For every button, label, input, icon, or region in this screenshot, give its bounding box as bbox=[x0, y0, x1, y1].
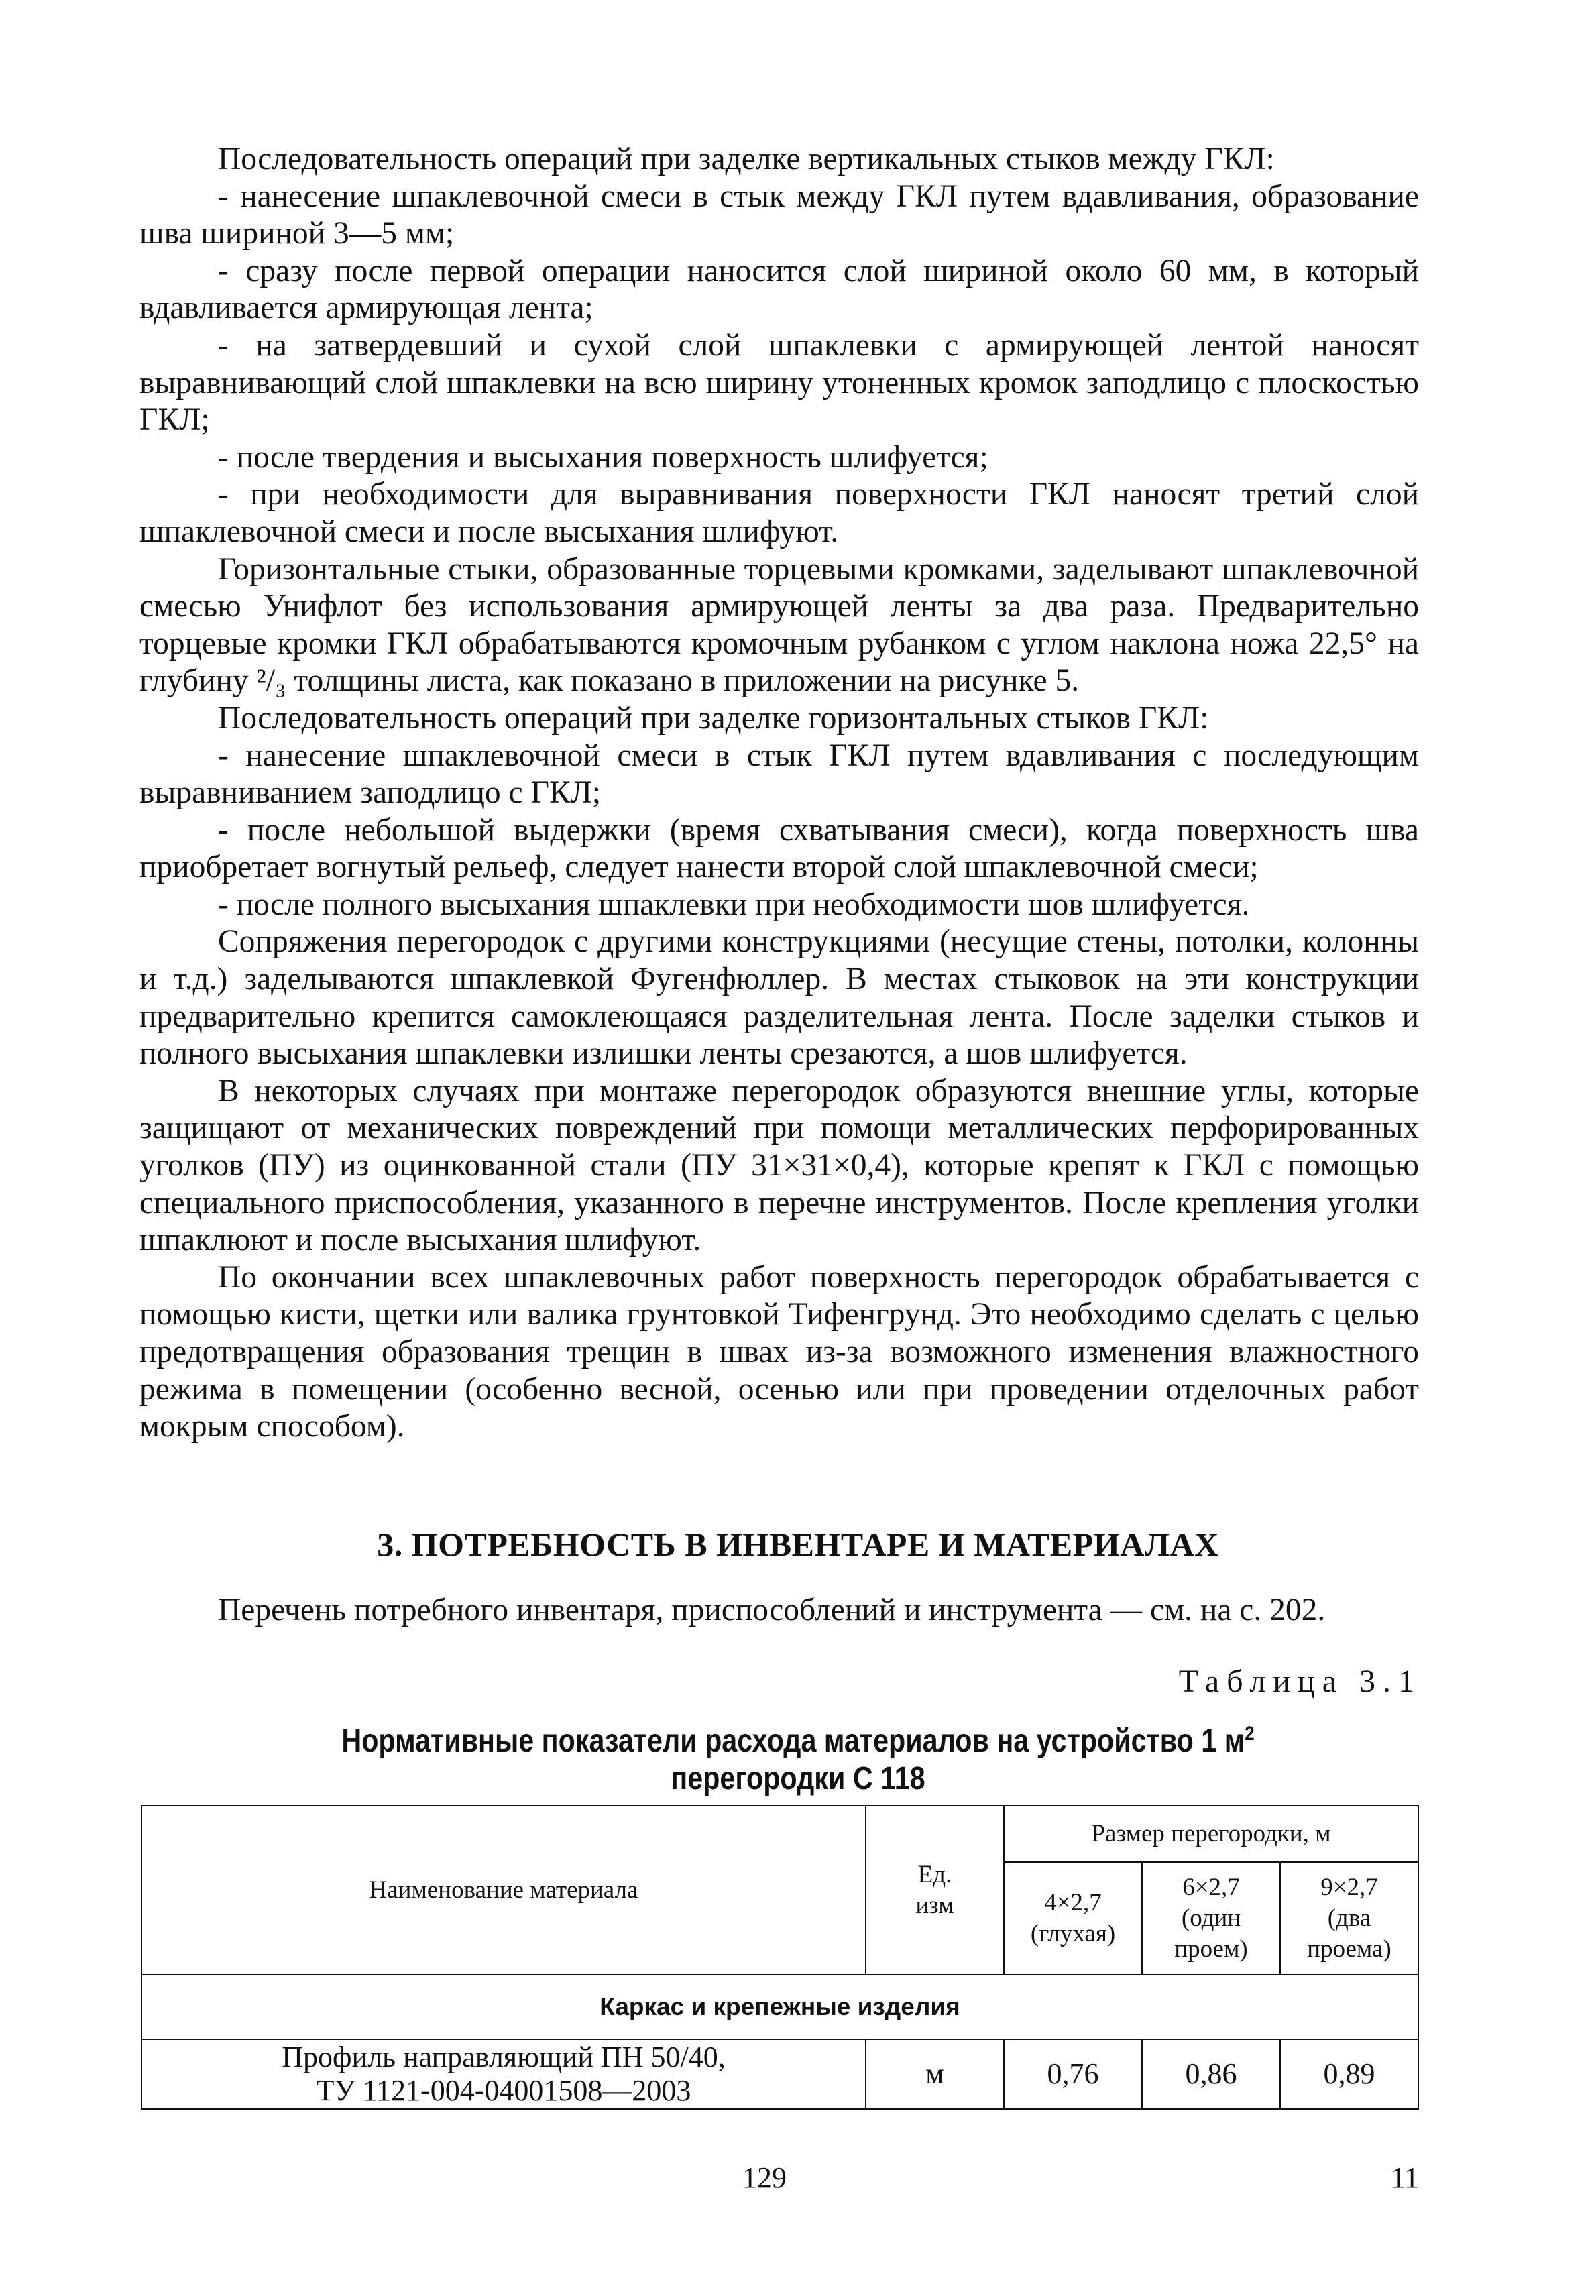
size-col-2 bbox=[1142, 1862, 1280, 1975]
table-title bbox=[112, 1715, 1485, 1798]
size-dims: 4×2,7 bbox=[1044, 1889, 1102, 1916]
list-item: - сразу после первой операции наносится слой шириной около 60 мм, в который вдавливается армирующая лента; bbox=[139, 253, 1419, 326]
list-item: - нанесение шпаклевочной смеси в стык ГКЛ путем вдавливания с последующим выравниванием заподлицо с ГКЛ; bbox=[139, 738, 1419, 811]
material-value-2: 0,86 bbox=[1142, 2039, 1280, 2109]
body-text bbox=[139, 141, 1419, 1446]
material-name-line2: ТУ 1121-004-04001508—2003 bbox=[316, 2074, 691, 2107]
list-item: - при необходимости для выравнивания поверхности ГКЛ наносят третий слой шпаклевочной смеси и после высыхания шлифуют. bbox=[139, 477, 1419, 549]
size-note: (один проем) bbox=[1174, 1904, 1248, 1963]
header-name: Наименование материала bbox=[141, 1806, 866, 1975]
size-dims: 6×2,7 bbox=[1182, 1874, 1240, 1901]
table-label: Таблица 3.1 bbox=[1178, 1664, 1422, 1699]
header-unit-line1: Ед. bbox=[917, 1861, 952, 1888]
paragraph: В некоторых случаях при монтаже перегородок образуются внешние углы, которые защищают от механических повреждений при помощи металлических перфорированных уголков (ПУ) из оцинкованной стали (ПУ 31×31×0,4), которые крепят к ГКЛ с помощью специального приспособления, указанного в перечне инструментов. После крепления уголки шпаклюют и после высыхания шлифуют. bbox=[139, 1073, 1419, 1258]
material-unit: м bbox=[866, 2039, 1004, 2109]
size-col-3 bbox=[1280, 1862, 1418, 1975]
header-unit bbox=[866, 1806, 1004, 1975]
paragraph: Сопряжения перегородок с другими конструкциями (несущие стены, потолки, колонны и т.д.) заделываются шпаклевкой Фугенфюллер. В местах стыковок на эти конструкции предварительно крепится самоклеющаяся разделительная лента. После заделки стыков и полного высыхания шпаклевки излишки ленты срезаются, а шов шлифуется. bbox=[139, 924, 1419, 1072]
materials-table bbox=[141, 1805, 1419, 2110]
intro-line: Перечень потребного инвентаря, приспособлений и инструмента — см. на с. 202. bbox=[218, 1593, 1326, 1627]
size-dims: 9×2,7 bbox=[1320, 1874, 1378, 1901]
paragraph: Горизонтальные стыки, образованные торцевыми кромками, заделывают шпаклевочной смесью Унифлот без использования армирующей ленты за два раза. Предварительно торцевые кромки ГКЛ обрабатываются кромочным рубанком с углом наклона ножа 22,5° на глубину ²/₃ толщины листа, как показано в приложении на рисунке 5. bbox=[139, 551, 1419, 699]
sheet-number: 11 bbox=[1390, 2161, 1419, 2194]
paragraph: Последовательность операций при заделке горизонтальных стыков ГКЛ: bbox=[218, 700, 1209, 736]
table-row bbox=[141, 2039, 1418, 2109]
header-size: Размер перегородки, м bbox=[1004, 1806, 1418, 1862]
paragraph: По окончании всех шпаклевочных работ поверхность перегородок обрабатывается с помощью кисти, щетки или валика грунтовкой Тифенгрунд. Это необходимо сделать с целью предотвращения образования трещин в швах из-за возможного изменения влажностного режима в помещении (особенно весной, осенью или при проведении отделочных работ мокрым способом). bbox=[139, 1259, 1419, 1444]
section-heading: 3. ПОТРЕБНОСТЬ В ИНВЕНТАРЕ И МАТЕРИАЛАХ bbox=[377, 1526, 1219, 1563]
material-value-1: 0,76 bbox=[1004, 2039, 1142, 2109]
paragraph: Последовательность операций при заделке вертикальных стыков между ГКЛ: bbox=[218, 141, 1275, 176]
table-title-line1: Нормативные показатели расхода материалов на устройство 1 м bbox=[341, 1723, 1245, 1759]
material-value-3: 0,89 bbox=[1280, 2039, 1418, 2109]
material-name-line1: Профиль направляющий ПН 50/40, bbox=[282, 2041, 726, 2073]
list-item: - после небольшой выдержки (время схватывания смеси), когда поверхность шва приобретает вогнутый рельеф, следует нанести второй слой шпаклевочной смеси; bbox=[139, 812, 1419, 885]
table-title-superscript: 2 bbox=[1245, 1723, 1255, 1745]
list-item: - после полного высыхания шпаклевки при необходимости шов шлифуется. bbox=[218, 886, 1250, 922]
size-note: (глухая) bbox=[1030, 1920, 1116, 1947]
table-header-row bbox=[141, 1806, 1418, 1862]
header-unit-line2: изм bbox=[915, 1892, 954, 1919]
list-item: - нанесение шпаклевочной смеси в стык между ГКЛ путем вдавливания, образование шва шириной 3—5 мм; bbox=[139, 178, 1419, 251]
size-col-1 bbox=[1004, 1862, 1142, 1975]
material-name bbox=[141, 2039, 866, 2109]
list-item: - на затвердевший и сухой слой шпаклевки с армирующей лентой наносят выравнивающий слой шпаклевки на всю ширину утоненных кромок заподлицо с плоскостью ГКЛ; bbox=[139, 327, 1419, 438]
list-item: - после твердения и высыхания поверхность шлифуется; bbox=[218, 439, 988, 475]
table-title-line2: перегородки С 118 bbox=[671, 1761, 925, 1796]
size-note: (два проема) bbox=[1307, 1904, 1391, 1963]
table-section-row bbox=[141, 1975, 1418, 2039]
page-number: 129 bbox=[742, 2161, 787, 2194]
table-section-title: Каркас и крепежные изделия bbox=[141, 1975, 1418, 2039]
